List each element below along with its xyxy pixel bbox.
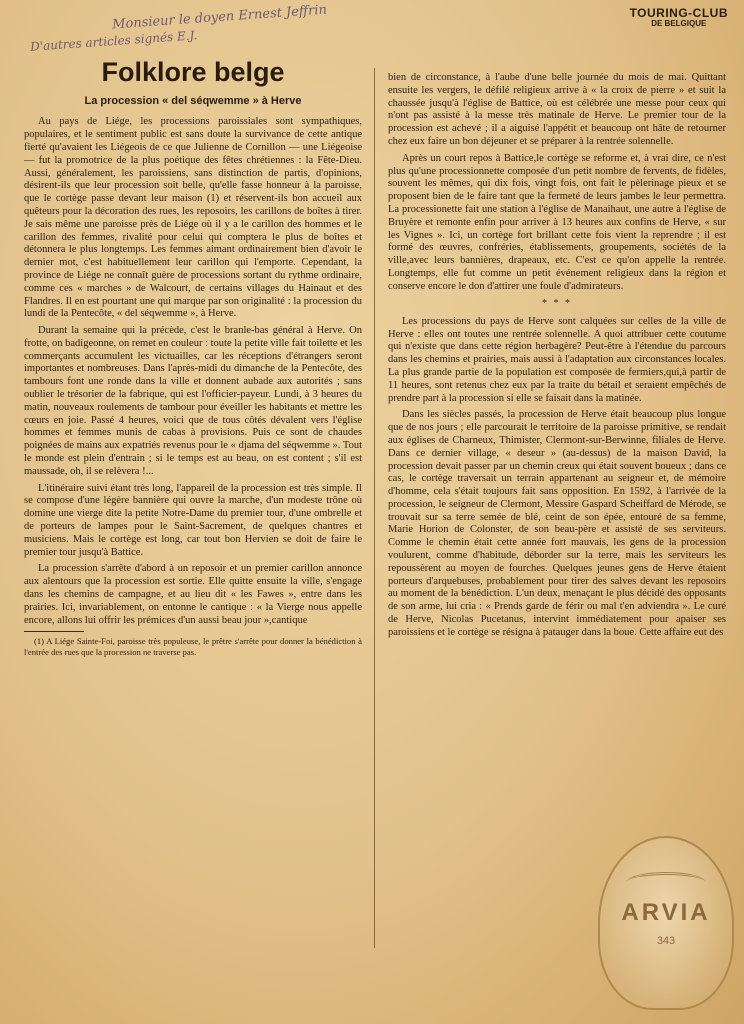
article-title: Folklore belge [101,57,285,87]
masthead [630,6,728,28]
footnote-divider [24,631,84,632]
right-column [388,72,726,644]
paragraph: Après un court repos à Battice,le cortège se reforme et, à vrai dire, ce n'est plus qu'une processionnette composée d'un petit nombre de fervents, de fidèles, souvent les mêmes, qui dix fois, vingt fois, ont fait le pèlerinage pieux et se proposent bien de le faire tant que la fermeté de leurs jambes le leur permettra. La processionette fait une station à l'église de Manaihaut, une autre à l'église de Bruyère et remonte enfin pour arriver à 13 heures aux confins de Herve, « sur les Vignes ». Ici, un cortège fort brillant cette fois vient la reprendre ; il est formé des œuvres, confréries, établissements, groupements, sociétés de la ville,avec leurs bannières, drapeaux, etc. C'est ce qu'on appelle la rentrée. Longtemps, elle fut comme un petit événement religieux dans la région et conserve encore le don d'attirer une foule d'admirateurs. [388,152,726,292]
masthead-brand: TOURING-CLUB [629,6,728,20]
stamp-number: 343 [656,935,676,947]
article-subtitle: La procession « del séqwemme » à Herve [84,94,302,107]
column-divider [374,68,375,948]
footnote: (1) A Liége Sainte-Foi, paroisse très populeuse, le prêtre s'arrête pour donner la bénédiction à l'entrée des rues que la procession ne traverse pas. [24,636,362,657]
handwritten-note-top: Monsieur le doyen Ernest Jeffrin [111,2,328,33]
left-column [24,56,362,657]
paragraph: Les processions du pays de Herve sont calquées sur celles de la ville de Herve : elles ont toutes une rentrée solennelle. A quoi attribuer cette coutume qui n'existe que dans cette région herbagère? Peut-être à l'étendue du parcours dans les chemins et prairies, mais aussi à l'adaptation aux circonstances locales. La plus grande partie de la population est composée de fermiers,qui,à partir de 11 heures, sont retenus chez eux par la traite du bétail et seraient empêchés de prendre part à la procession si elle se faisait dans la matinée. [388,315,726,404]
stamp-name: ARVIA [621,899,711,926]
section-separator: * * * [542,297,572,309]
paragraph: Au pays de Liége, les processions paroissiales sont sympathiques, populaires, et le sentiment public est sans doute la survivance de cette antique fierté qu'avaient les Liégeois de ce que Julienne de Cornillon — une Liégeoise — fut la promotrice de la plus poétique des fêtes chrétiennes : la Fête-Dieu. Aussi, généralement, les paroissiens, sans distinction de partis, d'opinions, désirent-ils que leur procession soit belle, qu'elle fasse honneur à la paroisse, que le cortège passe devant leur maison (1) et réservent-ils bon accueil aux quêteurs pour la décoration des rues, les reposoirs, les carillons de boîtes à tirer. Je sais même une paroisse près de Liége où il y a le carillon des hommes et le carillon des femmes, rivalité pour celui qui comptera le plus de boîtes et détonnera le plus longtemps. Les femmes aimant ordinairement bien d'avoir le dernier mot, c'est habituellement leur carillon qui l'emporte. Cependant, la province de Liége ne connaît guère de processions sortant du rythme ordinaire, comme ces « marches » de Walcourt, de certains villages du Hainaut et des Flandres. Il en est pourtant une qui marque par son originalité : la procession du lundi de la Pentecôte, « del séqwemme », à Herve. [24,116,362,320]
paragraph: Dans les siècles passés, la procession de Herve était beaucoup plus longue que de nos jours ; elle parcourait le territoire de la paroisse primitive, se rendait aux églises de Charneux, Thimister, Clermont-sur-Berwinne, filiales de Herve. Dans ce dernier village, « deseur » (au-dessus) de la maison David, la procession devait passer par un chemin creux qui était souvent boueux ; dans ce cas, le cortège traversait un terrain appartenant au seigneur et, de mémoire d'homme, cela s'était toujours fait sans opposition. En 1592, à l'arrivée de la procession, le seigneur de Clermont, Messire Gaspard Scheiffard de Mérode, se trouvait sur sa terre semée de blé, ceint de son épée, entouré de sa femme, Marie Horion de Colonster, de son beau-père et assisté de ses serviteurs. Comme le chemin était cette année fort mauvais, les gens de la procession voulurent, comme d'habitude, déborder sur la terre, mais les serviteurs les repoussèrent au moyen de fourches. Quelques jeunes gens de Herve étaient porteurs d'arquebuses, probablement pour tirer des salves devant les reposoirs au moment de la bénédiction. L'un deux, menaçant le plus décidé des opposants de son arme, lui cria : « Prends garde de férir ou mal t'en adviendra ». Le curé de Herve, Nicolas Pucetanus, intervint immédiatement pour apaiser ses paroissiens et le cortège se résigna à patauger dans la boue. Cette affaire eut des [388,409,726,638]
archive-stamp [598,836,734,1010]
paragraph: L'itinéraire suivi étant très long, l'appareil de la procession est très simple. Il se compose d'une légère bannière qui ouvre la marche, d'un modeste trône où domine une vierge dite la petite Notre-Dame du premier tour, d'une ombrelle et de porteurs de lampes pour le Saint-Sacrement, de quelques chantres et musiciens. Mais le cortège est long, car tout bon Hervien se doit de faire le premier tour jusqu'à Battice. [24,482,362,558]
paragraph: Durant la semaine qui la précède, c'est le branle-bas général à Herve. On frotte, on badigeonne, on remet en couleur : toute la petite ville fait toilette et les commerçants accumulent les victuailles, car les réceptions d'étrangers seront importantes et nombreuses. Dans l'après-midi du dimanche de la Pentecôte, des tambours font une ronde dans la ville et donnent aubade aux autorités ; sans oublier le trésorier de la fabrique, qui est l'officier-payeur. Lundi, à 3 heures du matin, nouveaux roulements de tambour pour éveiller les habitants et mettre les cœurs en joie. Passé 4 heures, voici que de tous côtés dévalent vers l'église hommes et femmes munis de cabas à provisions. Puis ce sont de chaudes poignées de mains aux expatriés revenus pour le « djama del séqwemme ». Tout le monde est plein d'entrain ; si le temps est au beau, on est content ; s'il est maussade, oh, il se relèvera !... [24,325,362,477]
paragraph: bien de circonstance, à l'aube d'une belle journée du mois de mai. Quittant ensuite les vergers, le défilé religieux arrive à « la croix de pierre » et suit la chaussée jusqu'à l'église de Battice, où est célébrée une messe pour ceux qui n'ont pas assisté à la messe très matinale de Herve. Le premier tour de la procession est achevé ; il a aiguisé l'appétit et beaucoup ont hâte de retourner chez eux faire un bon déjeuner et se préparer à la rentrée solennelle. [388,72,726,147]
masthead-subtitle: DE BELGIQUE [651,19,707,28]
handwritten-note-second: D'autres articles signés E.J. [29,28,198,54]
paragraph: La procession s'arrête d'abord à un reposoir et un premier carillon annonce aux alentours que la procession est sortie. Elle quitte ensuite la ville, s'engage dans les chemins de campagne, et au lieu dit « les Fawes », entre dans les prairies. Ici, invariablement, on entonne le cantique : « la Vierge nous appelle encore, allons lui offrir les prémices d'un aussi beau jour »,cantique [24,563,362,626]
stamp-arch-icon [626,872,706,893]
